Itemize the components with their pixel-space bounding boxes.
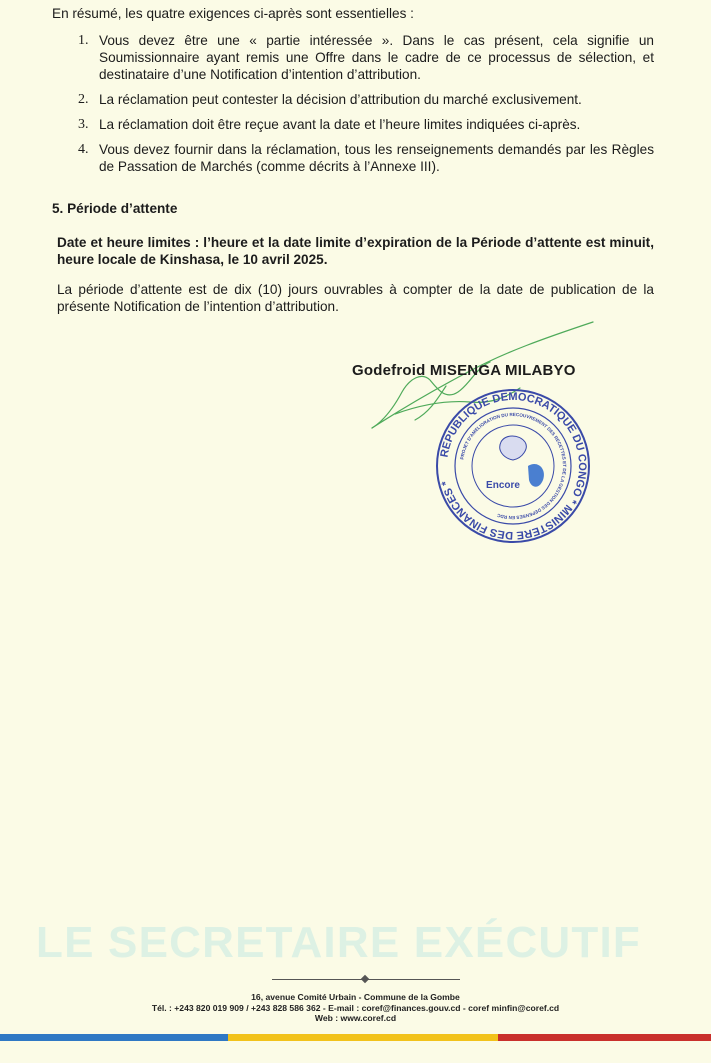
footer xyxy=(0,992,711,1024)
list-item-text: Vous devez être une « partie intéressée ». Dans le cas présent, cela signifie un Soumissionnaire ayant remis une Offre dans le cadre de ce processus de sélection, et destinataire d’une Notification d’intention d’attribution. xyxy=(99,33,654,82)
list-item xyxy=(52,32,654,83)
official-stamp xyxy=(433,388,593,544)
intro-text: En résumé, les quatre exigences ci-après sont essentielles : xyxy=(52,6,414,21)
section-heading: 5. Période d’attente xyxy=(52,201,178,216)
flag-strip-yellow xyxy=(228,1034,498,1041)
footer-divider-ornament xyxy=(361,975,369,983)
list-item xyxy=(52,91,654,108)
list-item-text: La réclamation peut contester la décision d’attribution du marché exclusivement. xyxy=(99,92,582,107)
list-number: 1. xyxy=(78,33,89,48)
footer-address: 16, avenue Comité Urbain - Commune de la Gombe xyxy=(251,992,460,1002)
stamp-logo: Encore xyxy=(486,480,520,491)
list-item-text: La réclamation doit être reçue avant la date et l’heure limites indiquées ci-après. xyxy=(99,117,581,132)
deadline-paragraph: Date et heure limites : l’heure et la date limite d’expiration de la Période d’attente est minuit, heure locale de Kinshasa, le 10 avril 2025. xyxy=(57,235,654,267)
stamp-outer-text: REPUBLIQUE DEMOCRATIQUE DU CONGO * MINISTERE DES FINANCES * xyxy=(438,390,589,542)
list-item xyxy=(52,116,654,133)
stamp-inner-text: PROJET D'AMELIORATION DU RECOUVREMENT DES RECETTES ET DE LA GESTION DES DEPENSES EN RDC xyxy=(459,411,568,521)
list-item xyxy=(52,141,654,175)
flag-strip-red xyxy=(498,1034,711,1041)
waiting-period-paragraph: La période d’attente est de dix (10) jours ouvrables à compter de la date de publication de la présente Notification de l’intention d’attribution. xyxy=(57,282,654,314)
signatory-name: Godefroid MISENGA MILABYO xyxy=(352,362,576,379)
watermark-title: LE SECRETAIRE EXÉCUTIF xyxy=(36,918,641,967)
list-item-text: Vous devez fournir dans la réclamation, tous les renseignements demandés par les Règles de Passation de Marchés (comme décrits à l’Annexe III). xyxy=(99,142,654,174)
flag-color-strip xyxy=(0,1034,711,1041)
list-number: 2. xyxy=(78,92,89,107)
requirements-list xyxy=(52,32,654,183)
footer-web: Web : www.coref.cd xyxy=(314,1013,397,1023)
list-number: 3. xyxy=(78,117,89,132)
footer-contacts: Tél. : +243 820 019 909 / +243 828 586 362 - E-mail : coref@finances.gouv.cd - coref minfin@coref.cd xyxy=(151,1002,560,1013)
list-number: 4. xyxy=(78,142,89,157)
flag-strip-blue xyxy=(0,1034,228,1041)
